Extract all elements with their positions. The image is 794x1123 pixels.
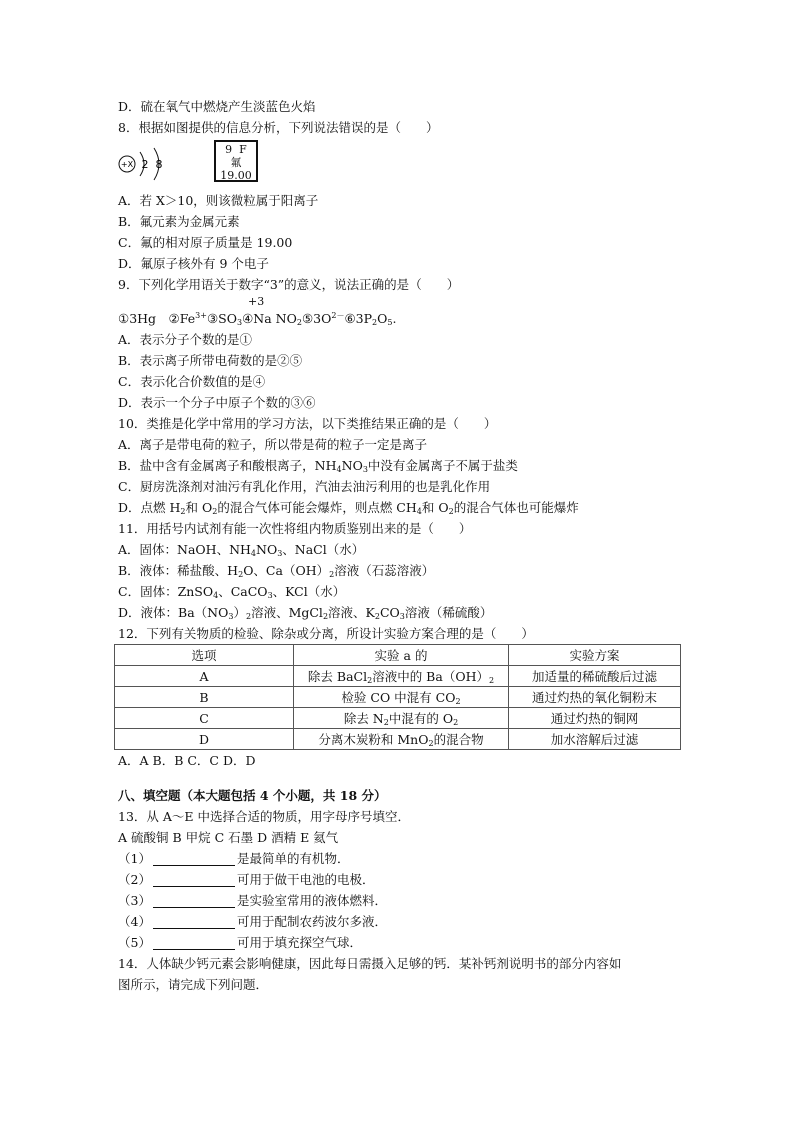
q13-item-1: （1） 是最简单的有机物．	[118, 851, 350, 866]
q13-item-5: （5） 可用于填充探空气球．	[118, 935, 362, 950]
formula-3-sub: 3	[236, 318, 243, 327]
table-header-row	[115, 645, 681, 666]
element-mass: 19.00	[220, 169, 252, 182]
row-aim: 检验 CO 中混有 $CO_2$	[294, 687, 509, 708]
atom-shell2-count: 8	[155, 158, 163, 171]
row-aim: 除去 $N_2$中混有的 $O_2$	[294, 708, 509, 729]
row-plan: 通过灼热的氧化铜粉末	[509, 687, 681, 708]
element-number: 9	[225, 143, 233, 156]
atom-nucleus-label: +X	[120, 160, 134, 169]
document-page	[118, 96, 684, 995]
q10-option-d: D．点燃 $H_2$和 $O_2$的混合气体可能会爆炸，则点燃 $CH_4$和 $O_2$的混合气体也可能爆炸	[118, 500, 579, 516]
table-row	[115, 729, 681, 750]
q11-option-a: A．固体：NaOH、$NH_4NO_3$、NaCl（水）	[118, 542, 365, 558]
q10-option-b: B．盐中含有金属离子和酸根离子，$NH_4NO_3$中没有金属离子不属于盐类	[118, 458, 518, 474]
q14-line-1: 14．人体缺少钙元素会影响健康，因此每日需摄入足够的钙．某补钙剂说明书的部分内容如	[118, 956, 622, 971]
answer-blank[interactable]	[153, 851, 235, 866]
atom-structure-diagram	[118, 144, 178, 184]
q13-item-2: （2） 可用于做干电池的电极．	[118, 872, 375, 887]
q9-stem: 9．下列化学用语关于数字“3”的意义，说法正确的是（ ）	[118, 277, 460, 292]
formula-end: .	[392, 311, 397, 326]
q10-option-a: A．离子是带电荷的粒子，所以带是荷的粒子一定是离子	[118, 437, 428, 452]
formula-4: ④Na NO	[242, 311, 297, 326]
formula-6-o: O	[377, 311, 388, 326]
formula-4-sub: 2	[296, 318, 302, 327]
q8-stem: 8．根据如图提供的信息分析，下列说法错误的是（ ）	[118, 120, 439, 135]
formula-1-2: ①3Hg ②Fe	[118, 311, 196, 326]
table-row	[115, 687, 681, 708]
table-row	[115, 666, 681, 687]
q9-option-c: C．表示化合价数值的是④	[118, 374, 266, 389]
formula-6-sub1: 2	[372, 318, 378, 327]
element-symbol: F	[239, 143, 247, 156]
q9-option-d: D．表示一个分子中原子个数的③⑥	[118, 395, 316, 410]
row-plan: 加适量的稀硫酸后过滤	[509, 666, 681, 687]
q10-stem: 10．类推是化学中常用的学习方法，以下类推结果正确的是（ ）	[118, 416, 497, 431]
row-option: A	[115, 666, 294, 687]
answer-blank[interactable]	[153, 914, 235, 929]
q13-item-3: （3） 是实验室常用的液体燃料．	[118, 893, 387, 908]
element-card	[214, 140, 258, 182]
q11-option-b: B．液体：稀盐酸、$H_2O$、$Ca(OH)_2$溶液（石蕊溶液）	[118, 563, 435, 579]
q13-item-4: （4） 可用于配制农药波尔多液．	[118, 914, 387, 929]
header-aim: 实验 a 的	[294, 645, 509, 666]
q11-option-c: C．固体：ZnSO$_4$、CaCO$_3$、KCl（水）	[118, 584, 346, 600]
row-option: C	[115, 708, 294, 729]
atom-shell1-count: 2	[141, 158, 149, 171]
answer-blank[interactable]	[153, 935, 235, 950]
row-plan: 加水溶解后过滤	[509, 729, 681, 750]
header-plan: 实验方案	[509, 645, 681, 666]
answer-blank[interactable]	[153, 893, 235, 908]
q10-option-c: C．厨房洗涤剂对油污有乳化作用，汽油去油污利用的也是乳化作用	[118, 479, 491, 494]
formula-6-sub2: 5	[387, 318, 393, 327]
row-aim: 除去 BaCl$_2$溶液中的 $Ba(OH)_2$	[294, 666, 509, 687]
formula-2-charge: 3+	[195, 311, 207, 320]
q8-option-c: C．氟的相对原子质量是 19.00	[118, 235, 293, 250]
q8-option-d: D．氟原子核外有 9 个电子	[118, 256, 269, 271]
formula-6: ⑥3P	[344, 311, 373, 326]
section-title: 八、填空题（本大题包括 4 个小题，共 18 分）	[118, 788, 387, 803]
formula-5-charge: 2－	[331, 311, 345, 320]
q11-option-d: D．液体：$Ba(NO_3)_2$溶液、MgCl$_2$溶液、$K_2CO_3$溶液（稀硫酸）	[118, 605, 493, 621]
q12-table	[114, 644, 681, 750]
answer-blank[interactable]	[153, 872, 235, 887]
element-name: 氟	[230, 156, 242, 169]
q13-options: A 硫酸铜 B 甲烷 C 石墨 D 酒精 E 氦气	[118, 830, 339, 845]
q13-stem: 13．从 A～E 中选择合适的物质，用字母序号填空．	[118, 809, 411, 824]
formula-5: ⑤3O	[301, 311, 332, 326]
q12-stem: 12．下列有关物质的检验、除杂或分离，所设计实验方案合理的是（ ）	[118, 626, 534, 641]
table-row	[115, 708, 681, 729]
row-option: B	[115, 687, 294, 708]
q14-line-2: 图所示，请完成下列问题．	[118, 977, 269, 992]
row-plan: 通过灼热的铜网	[509, 708, 681, 729]
q9-option-b: B．表示离子所带电荷数的是②⑤	[118, 353, 303, 368]
q7-option-d: D．硫在氧气中燃烧产生淡蓝色火焰	[118, 99, 316, 114]
q8-option-a: A．若 X＞10，则该微粒属于阳离子	[118, 193, 319, 208]
q8-option-b: B．氟元素为金属元素	[118, 214, 240, 229]
q11-stem: 11．用括号内试剂有能一次性将组内物质鉴别出来的是（ ）	[118, 521, 472, 536]
q12-answers: A．A B．B C．C D．D	[118, 753, 256, 768]
q9-option-a: A．表示分子个数的是①	[118, 332, 253, 347]
header-option: 选项	[115, 645, 294, 666]
q8-figure	[118, 138, 684, 190]
row-aim: 分离木炭粉和 MnO$_2$的混合物	[294, 729, 509, 750]
row-option: D	[115, 729, 294, 750]
q9-formulas	[118, 295, 684, 329]
formula-3: ③SO	[206, 311, 237, 326]
valence-mark: +3	[248, 295, 265, 308]
